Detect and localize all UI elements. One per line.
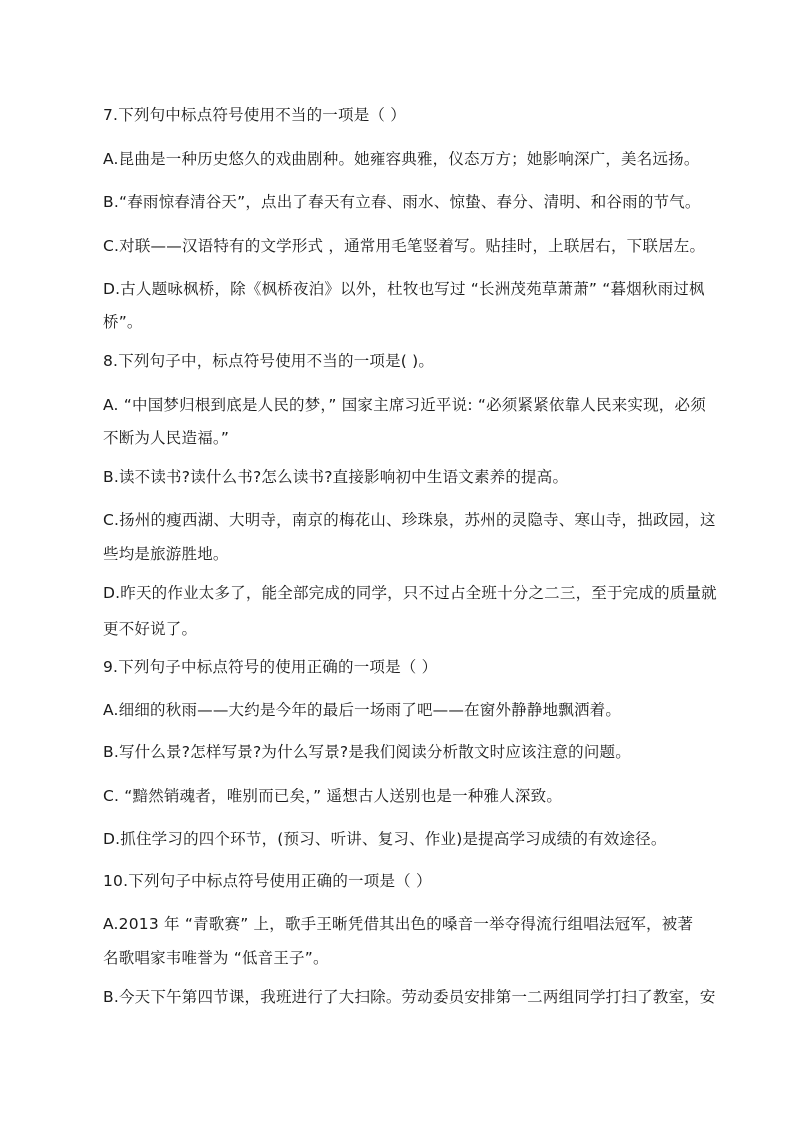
question-7-option-c: C.对联——汉语特有的文学形式 ，通常用毛笔竖着写。贴挂时，上联居右，下联居左。: [103, 237, 706, 255]
question-8-option-c: C.扬州的瘦西湖、大明寺，南京的梅花山、珍珠泉，苏州的灵隐寺、寒山寺，拙政园，这: [103, 511, 716, 529]
question-8-option-a-cont: 不断为人民造福。”: [103, 429, 230, 447]
question-8-option-c-cont: 些均是旅游胜地。: [103, 545, 229, 563]
question-9-option-c: C. “黯然销魂者，唯别而已矣，” 遥想古人送别也是一种雅人深致。: [103, 787, 563, 805]
question-7-option-d: D.古人题咏枫桥，除《枫桥夜泊》以外，杜牧也写过 “长洲茂苑草萧萧” “暮烟秋雨过枫: [103, 280, 705, 298]
question-8-option-d: D.昨天的作业太多了，能全部完成的同学，只不过占全班十分之二三，至于完成的质量就: [103, 584, 717, 602]
question-10-option-a-cont: 名歌唱家韦唯誉为 “低音王子”。: [103, 949, 329, 967]
question-9-option-b: B.写什么景?怎样写景?为什么写景?是我们阅读分析散文时应该注意的问题。: [103, 743, 631, 761]
question-7-option-a: A.昆曲是一种历史悠久的戏曲剧种。她雍容典雅，仪态万方；她影响深广，美名远扬。: [103, 150, 700, 168]
question-8-option-b: B.读不读书?读什么书?怎么读书?直接影响初中生语文素养的提高。: [103, 468, 569, 486]
question-10-stem: 10.下列句子中标点符号使用正确的一项是（ ）: [103, 872, 432, 890]
question-7-stem: 7.下列句中标点符号使用不当的一项是（ ）: [103, 106, 406, 124]
question-8-option-a: A. “中国梦归根到底是人民的梦，” 国家主席习近平说: “必须紧紧依靠人民来实现，必须: [103, 396, 706, 414]
question-7-option-d-cont: 桥”。: [103, 313, 143, 331]
question-10-option-b: B.今天下午第四节课，我班进行了大扫除。劳动委员安排第一二两组同学打扫了教室，安: [103, 988, 716, 1006]
question-10-option-a: A.2013 年 “青歌赛” 上，歌手王晰凭借其出色的嗓音一举夺得流行组唱法冠军，被著: [103, 915, 694, 933]
question-9-option-d: D.抓住学习的四个环节，(预习、听讲、复习、作业)是提高学习成绩的有效途径。: [103, 830, 667, 848]
question-9-option-a: A.细细的秋雨——大约是今年的最后一场雨了吧——在窗外静静地飘洒着。: [103, 701, 622, 719]
question-8-stem: 8.下列句子中，标点符号使用不当的一项是( )。: [103, 352, 435, 370]
question-7-option-b: B.“春雨惊春清谷天”，点出了春天有立春、雨水、惊蛰、春分、清明、和谷雨的节气。: [103, 193, 701, 211]
question-9-stem: 9.下列句子中标点符号的使用正确的一项是（ ）: [103, 658, 438, 676]
question-8-option-d-cont: 更不好说了。: [103, 620, 198, 638]
